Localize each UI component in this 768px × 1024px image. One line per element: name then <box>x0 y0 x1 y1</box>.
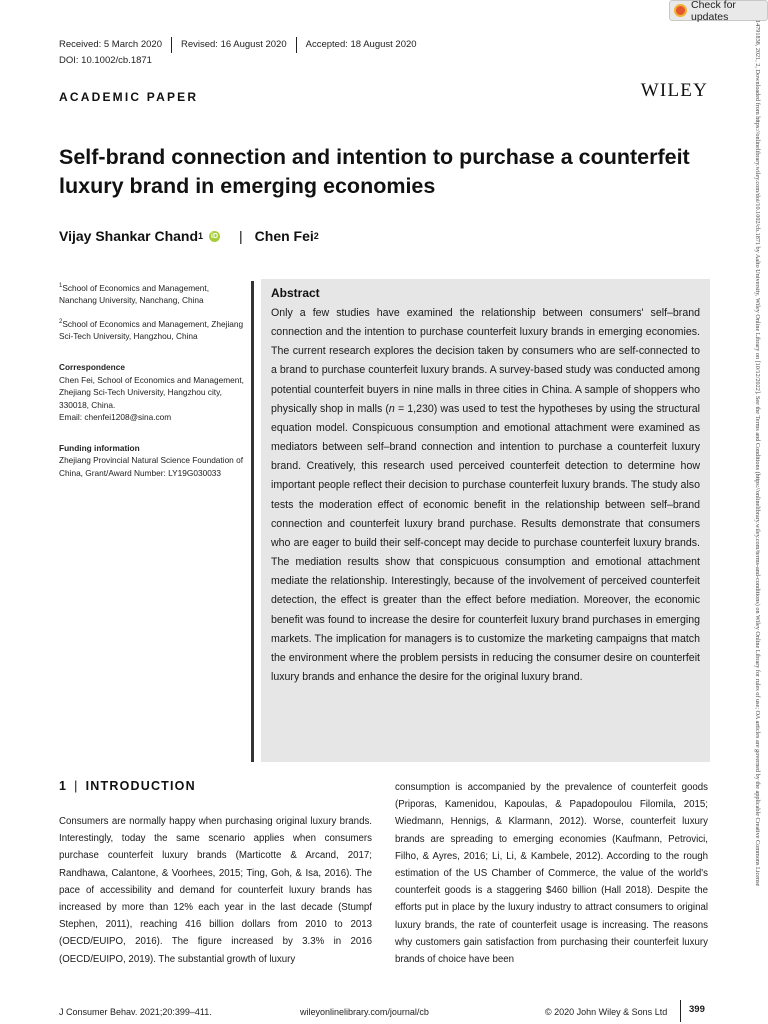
author-sup: 1 <box>198 231 204 241</box>
introduction-column-right: consumption is accompanied by the prevalence of counterfeit goods (Priporas, Kamenidou, Kapoulas, & Papadopoulou Filomila, 2015; Wiedmann, Hennigs, & Klarmann, 2012). Worse, counterfeit luxury brands are spreading to emerging economies (Kaufmann, Petrovici, Filho, & Ayres, 2016; Li, Li, & Kambele, 2012). According to the rough estimation of the US Chamber of Commerce, the value of the world's counterfeit goods is a staggering $460 billion (Hall 2018). Despite the efforts put in place by the luxury industry to attract consumers to original luxury brands, the rate of counterfeit usage is increasing. The reasons why customers gain satisfaction from purchasing their counterfeit luxury brands of choice have been <box>395 782 708 966</box>
check-for-updates-button[interactable] <box>669 0 768 21</box>
journal-citation: J Consumer Behav. 2021;20:399–411. <box>59 1007 212 1017</box>
publisher-logo: WILEY <box>640 80 708 101</box>
funding-heading: Funding information <box>59 442 140 453</box>
author-separator: | <box>239 228 243 244</box>
affiliation-sup: 2 <box>59 318 63 325</box>
funding <box>59 442 249 480</box>
download-notice-text: 14791838, 2021, 2, Downloaded from https://onlinelibrary.wiley.com/doi/10.1002/cb.1871 by Aalto University, Wiley Online Library on [10/12/2022]. See the Terms and Conditions (https://onlinelibrary.wiley.com/terms-and-conditions) on Wiley Online Library for rules of use; OA articles are governed by the applicable Creative Commons License <box>754 20 761 887</box>
abstract-heading: Abstract <box>271 286 320 300</box>
download-notice <box>754 20 768 1020</box>
section-title: INTRODUCTION <box>85 779 196 793</box>
section-separator: | <box>74 779 79 793</box>
accepted-date: Accepted: 18 August 2020 <box>305 39 417 50</box>
affiliation <box>59 280 249 307</box>
abstract-box <box>261 279 710 762</box>
author-name: Vijay Shankar Chand <box>59 228 199 244</box>
correspondence-heading: Correspondence <box>59 361 125 372</box>
article-title: Self-brand connection and intention to purchase a counterfeit luxury brand in emerging economies <box>59 145 690 198</box>
journal-url[interactable]: wileyonlinelibrary.com/journal/cb <box>300 1007 429 1017</box>
orcid-icon[interactable]: iD <box>211 232 219 240</box>
correspondence-email[interactable]: Email: chenfei1208@sina.com <box>59 412 172 423</box>
abstract-text: Only a few studies have examined the relationship between consumers' self–brand connection and the intention to purchase counterfeit luxury brands in emerging economies. The current research explores the decision taken by consumers who are self-connected to a brand to purchase counterfeit luxury brands. A survey-based study was conducted among potential counterfeit buyers in nine malls in three cities in China. A sample of shoppers who physically shop in malls (n = 1,230) was used to test the hypotheses by using the structural equation model. Conspicuous consumption and emotional attachment were examined as mediators between self–brand connection and intention to purchase a counterfeit luxury brand. Creatively, this research used perceived counterfeit detection to determine how important people reflect their decision to purchase counterfeit luxury brands. The study also tests the moderation effect of economic benefit in the relationship between self–brand connection and counterfeit luxury brand purchase. Results demonstrate that consumers who are eager to build their self-concept may decide to purchase counterfeit luxury brands. The mediation results show that conspicuous consumption and emotional attachment mediate the relationship. Interestingly, because of the involvement of perceived counterfeit detection, the effect is greater than the effect before mediation. Moreover, the economic benefit was found to increase the desire for counterfeit luxury brand purchases in emerging markets. The implication for managers is to customize the marketing campaigns that match the environment where the problem persists in reducing the consumer desire on counterfeit luxury brands and enhance the desire for the original luxury brand. <box>271 307 700 683</box>
author-info-sidebar <box>59 280 249 489</box>
page-number: 399 <box>680 1000 705 1022</box>
revised-date: Revised: 16 August 2020 <box>180 39 287 50</box>
correspondence <box>59 361 249 424</box>
affiliation-sup: 1 <box>59 283 63 289</box>
sidebar-divider <box>251 281 254 762</box>
affiliation <box>59 316 249 343</box>
correspondence-text: Chen Fei, School of Economics and Management, Zhejiang Sci-Tech University, Hangzhou city, 330018, China. <box>59 374 244 410</box>
crossmark-icon <box>674 4 687 17</box>
article-dates <box>59 39 426 53</box>
affiliation-text: School of Economics and Management, Zhejiang Sci-Tech University, Hangzhou, China <box>59 318 244 342</box>
author-list <box>59 228 319 244</box>
introduction-column-left: Consumers are normally happy when purchasing original luxury brands. Interestingly, today the same scenario applies when consumers purchase counterfeit luxury brands (Marticotte & Arcand, 2017; Randhawa, Calantone, & Voorhees, 2015; Ting, Goh, & Isa, 2016). The pace of accessibility and demand for counterfeit luxury brands has increased by more than 12% each year in the last decade (Stumpf Stephen, 2011), reaching 416 billion dollars from 2010 to 2013 (OECD/EUIPO, 2016). The figure increased by 3.3% in 2016 (OECD/EUIPO, 2019). The substantial growth of luxury <box>59 816 372 965</box>
author-sup: 2 <box>313 231 319 241</box>
funding-text: Zhejiang Provincial Natural Science Foundation of China, Grant/Award Number: LY19G030033 <box>59 455 244 479</box>
copyright: © 2020 John Wiley & Sons Ltd <box>545 1007 668 1017</box>
section-number: 1 <box>59 779 68 793</box>
received-date: Received: 5 March 2020 <box>59 39 162 50</box>
section-label: ACADEMIC PAPER <box>59 90 199 104</box>
affiliation-text: School of Economics and Management, Nanchang University, Nanchang, China <box>59 282 210 306</box>
introduction-heading <box>59 779 196 793</box>
author-name: Chen Fei <box>254 228 314 244</box>
check-for-updates-label: Check for updates <box>691 0 736 23</box>
doi: DOI: 10.1002/cb.1871 <box>59 55 152 66</box>
